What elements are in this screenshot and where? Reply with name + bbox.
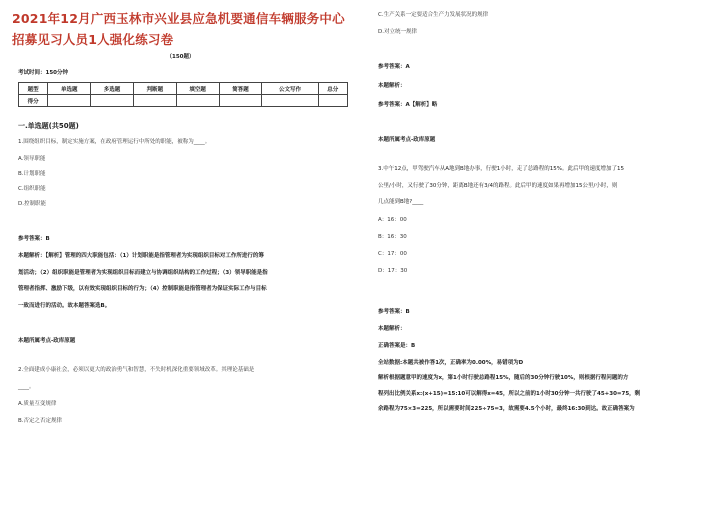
score-table-header-row xyxy=(19,83,348,95)
stem-line: 几点能到B地?____ xyxy=(378,199,424,205)
score-table-cell: 总分 xyxy=(318,83,347,95)
question-3-analysis-label: 本题解析： xyxy=(378,325,406,332)
question-2-category: 本题所属考点-政库原题 xyxy=(378,137,436,143)
question-3-option-a: A：16：00 xyxy=(378,216,407,223)
explanation-line: 程列出比例关系x:(x+15)=15:10可以解得x=45，所以之前的1小时30分钟一共行驶了45+30=75，剩 xyxy=(378,390,641,397)
question-1-option-c: C.组织职能 xyxy=(18,186,46,192)
question-3-explanation xyxy=(378,358,709,416)
analysis-line: 划活动；（2）组织职能是管理者为实现组织目标而建立与协调组织结构的工作过程；（3）领导职能是指 xyxy=(18,269,268,276)
score-table-cell: 简答题 xyxy=(219,83,262,95)
question-1-option-d: D.控制职能 xyxy=(18,201,46,207)
score-table xyxy=(18,82,348,107)
stem-line: 公里/小时，又行驶了30分钟，距离B地还有3/4的路程。此后甲的速度如果再增加15公里/小时，则 xyxy=(378,182,618,189)
score-table-score-row xyxy=(19,95,348,107)
score-input-cell xyxy=(176,95,219,107)
question-1-answer: 参考答案：B xyxy=(18,236,50,242)
explanation-line: 全站数据:本题共被作答1次，正确率为0.00%，易错项为D xyxy=(378,359,524,366)
question-2-option-c: C.生产关系一定要适合生产力发展状况的规律 xyxy=(378,12,489,18)
explanation-line: 解析根据题意甲的速度为x，第1小时行驶总路程15%，随后的30分钟行驶10%，则根据行程问题的方 xyxy=(378,375,629,381)
score-table-cell: 多选题 xyxy=(91,83,134,95)
question-1-option-b: B.计划职能 xyxy=(18,171,46,177)
explanation-line: 余路程为75×3=225，所以需要时间225÷75=3，故需要4.5个小时，最终16:30到达。故正确答案为 xyxy=(378,406,635,412)
score-input-cell xyxy=(91,95,134,107)
score-table-cell: 公文写作 xyxy=(262,83,318,95)
question-2-blank: ____。 xyxy=(18,384,35,390)
score-input-cell xyxy=(133,95,176,107)
question-3-answer: 参考答案：B xyxy=(378,308,410,315)
question-count-note: （150题） xyxy=(166,54,195,60)
question-2-stem: 2.全面建成小康社会，必须以更大的政治勇气和智慧，不失时机深化重要领域改革。其理论基础是 xyxy=(18,367,255,373)
question-1-stem: 1.围绕组织目标，制定实施方案，在政府管理运行中所处的职能，被称为____。 xyxy=(18,139,211,145)
exam-time: 考试时间：150分钟 xyxy=(18,70,68,76)
analysis-line: 管理者指挥、激励下级，以有效实现组织目标的行为；（4）控制职能是指管理者为保证实际工作与目标 xyxy=(18,286,267,292)
score-table-cell: 判断题 xyxy=(133,83,176,95)
question-1-analysis xyxy=(18,251,349,312)
score-table-cell: 题型 xyxy=(19,83,48,95)
section-heading: 一.单选题(共50题) xyxy=(18,122,79,130)
question-3-option-c: C：17：00 xyxy=(378,250,407,257)
score-input-cell xyxy=(219,95,262,107)
score-input-cell xyxy=(318,95,347,107)
score-input-cell xyxy=(262,95,318,107)
question-2-answer: 参考答案：A xyxy=(378,64,410,70)
stem-line: 3.中午12点，甲驾驶汽车从A地到B地办事，行驶1小时，走了总路程的15%。此后甲的速度增加了15 xyxy=(378,166,625,172)
question-1-option-a: A.领导职能 xyxy=(18,156,46,162)
question-2-analysis-label: 本题解析： xyxy=(378,83,406,89)
analysis-line: 本题解析：【解析】管理的四大职能包括：（1）计划职能是指管理者为实现组织目标对工作所进行的筹 xyxy=(18,253,264,259)
question-2-option-d: D.对立统一规律 xyxy=(378,29,417,35)
score-input-cell xyxy=(48,95,91,107)
score-table-cell: 单选题 xyxy=(48,83,91,95)
right-page xyxy=(368,0,713,508)
question-2-option-a: A.质量互变规律 xyxy=(18,401,57,407)
question-3-stem xyxy=(378,164,709,209)
page-title: 2021年12月广西玉林市兴业县应急机要通信车辆服务中心招募见习人员1人强化练习卷 xyxy=(12,11,345,47)
question-3-option-d: D：17：30 xyxy=(378,267,408,274)
question-3-option-b: B：16：30 xyxy=(378,233,407,240)
question-2-answer-detail: 参考答案：A【解析】略 xyxy=(378,102,438,108)
question-3-correct: 正确答案是：B xyxy=(378,342,416,349)
score-table-cell: 填空题 xyxy=(176,83,219,95)
question-2-option-b: B.否定之否定规律 xyxy=(18,418,63,424)
left-page xyxy=(8,0,353,508)
analysis-line: 一致而进行的活动。故本题答案选B。 xyxy=(18,302,111,309)
question-1-category: 本题所属考点-政库原题 xyxy=(18,338,76,344)
score-table-cell: 得分 xyxy=(19,95,48,107)
